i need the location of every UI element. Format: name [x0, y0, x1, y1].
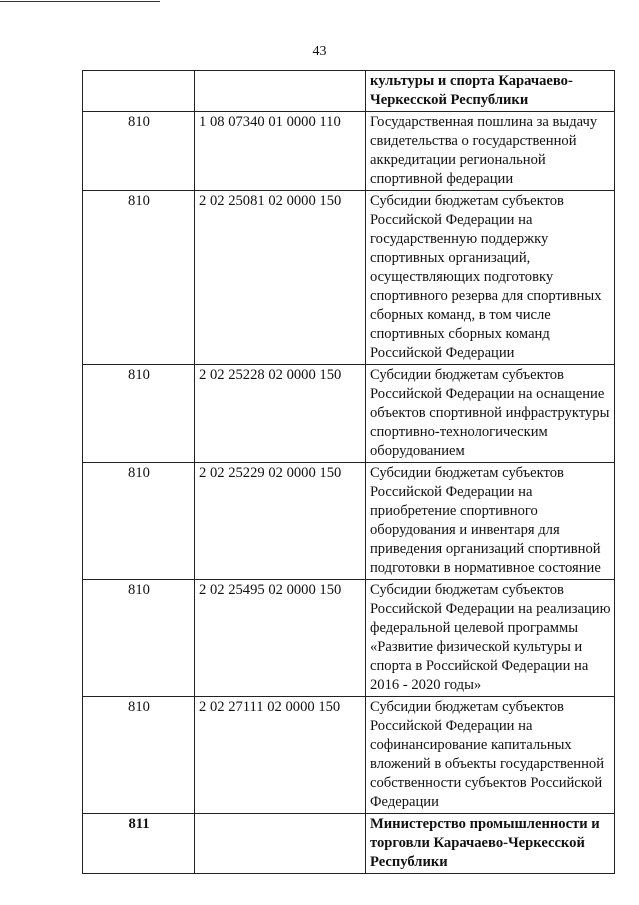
- top-rule: [0, 1, 160, 2]
- income-name-cell: Субсидии бюджетам субъектов Российской Федерации на государственную поддержку спортивных организаций, осуществляющих подготовку спортивного резерва для спортивных сборных команд, в том числе спортивных сборных команд Российской Федерации: [366, 191, 615, 365]
- admin-code-cell: 810: [83, 697, 195, 814]
- table-row: [83, 112, 615, 191]
- admin-code-cell: 810: [83, 365, 195, 463]
- admin-code-cell: [83, 71, 195, 112]
- income-name-cell: Государственная пошлина за выдачу свидетельства о государственной аккредитации региональной спортивной федерации: [366, 112, 615, 191]
- income-code-cell: 2 02 25081 02 0000 150: [195, 191, 366, 365]
- income-code-cell: 2 02 27111 02 0000 150: [195, 697, 366, 814]
- admin-code-cell: 810: [83, 191, 195, 365]
- income-name-cell: Субсидии бюджетам субъектов Российской Федерации на оснащение объектов спортивной инфраструктуры спортивно-технологическим оборудованием: [366, 365, 615, 463]
- admin-code-cell: 810: [83, 112, 195, 191]
- income-code-cell: 2 02 25229 02 0000 150: [195, 463, 366, 580]
- admin-code-cell: 811: [83, 814, 195, 874]
- income-code-cell: 2 02 25495 02 0000 150: [195, 580, 366, 697]
- income-name-cell: Субсидии бюджетам субъектов Российской Федерации на софинансирование капитальных вложений в объекты государственной собственности субъектов Российской Федерации: [366, 697, 615, 814]
- table-row: [83, 580, 615, 697]
- table-row: [83, 697, 615, 814]
- admin-code-cell: 810: [83, 580, 195, 697]
- income-name-cell: культуры и спорта Карачаево-Черкесской Республики: [366, 71, 615, 112]
- table-row: [83, 463, 615, 580]
- table-row: [83, 365, 615, 463]
- admin-code-cell: 810: [83, 463, 195, 580]
- table-row: [83, 71, 615, 112]
- table-row: [83, 191, 615, 365]
- income-code-cell: [195, 814, 366, 874]
- page-number: 43: [312, 44, 327, 59]
- income-code-cell: [195, 71, 366, 112]
- income-codes-table: [82, 70, 615, 874]
- income-name-cell: Субсидии бюджетам субъектов Российской Федерации на приобретение спортивного оборудования и инвентаря для приведения организаций спортивной подготовки в нормативное состояние: [366, 463, 615, 580]
- table-row: [83, 814, 615, 874]
- income-code-cell: 2 02 25228 02 0000 150: [195, 365, 366, 463]
- income-name-cell: Субсидии бюджетам субъектов Российской Федерации на реализацию федеральной целевой программы «Развитие физической культуры и спорта в Российской Федерации на 2016 - 2020 годы»: [366, 580, 615, 697]
- income-code-cell: 1 08 07340 01 0000 110: [195, 112, 366, 191]
- income-name-cell: Министерство промышленности и торговли Карачаево-Черкесской Республики: [366, 814, 615, 874]
